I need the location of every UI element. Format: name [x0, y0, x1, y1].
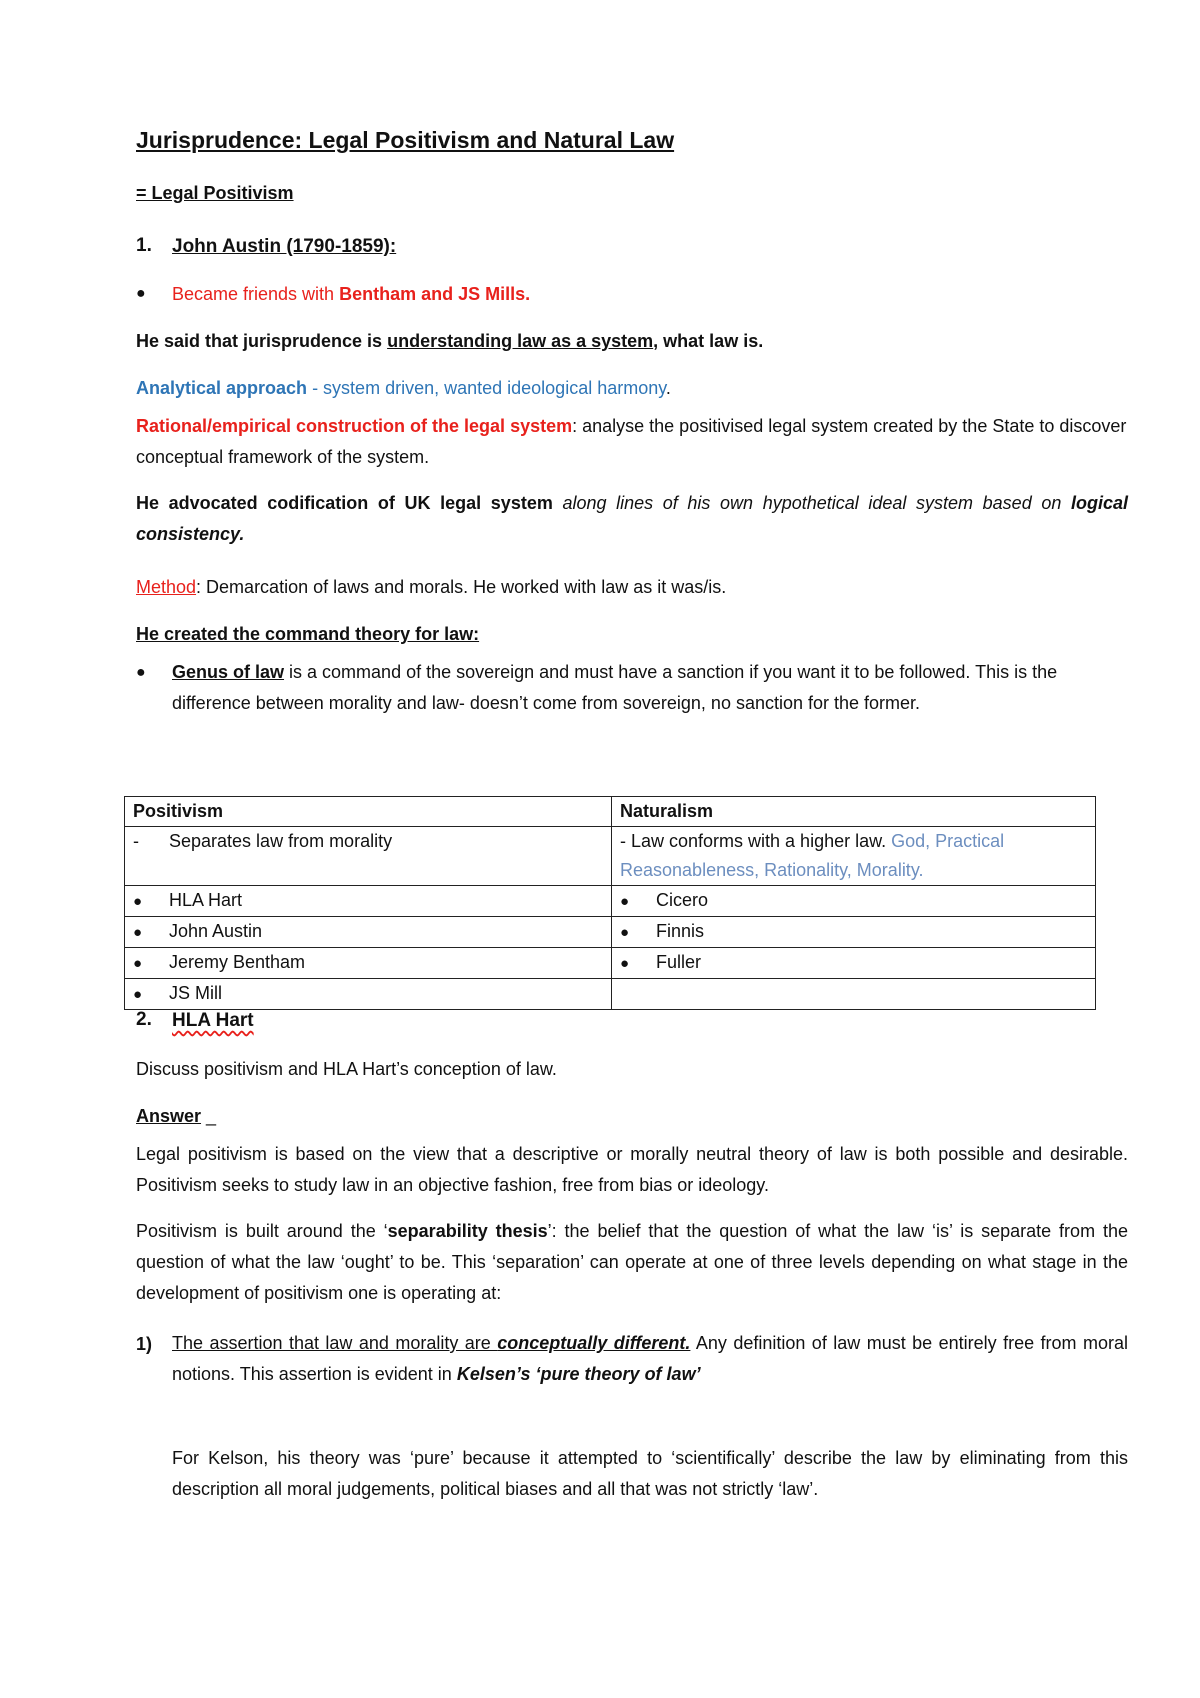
austin-para-analytical: Analytical approach - system driven, wanted ideological harmony.: [136, 378, 671, 398]
bullet-icon: ●: [136, 285, 146, 302]
table-header-naturalism: Naturalism: [612, 797, 1096, 827]
table-cell: ● Fuller: [612, 948, 1096, 979]
point-number-1: 1): [136, 1334, 153, 1354]
table-cell: ● JS Mill: [125, 979, 612, 1010]
austin-para-rational: Rational/empirical construction of the legal system: analyse the positivised legal system created by the State to discover conceptual framework of the system.: [136, 416, 1127, 467]
austin-friends-bullet: Became friends with Bentham and JS Mills.: [172, 284, 531, 304]
hart-heading: HLA Hart: [172, 1010, 254, 1031]
table-cell: ● Jeremy Bentham: [125, 948, 612, 979]
table-header-row: [125, 797, 1096, 827]
table-cell: ● Finnis: [612, 917, 1096, 948]
austin-para-method: Method: Demarcation of laws and morals. He worked with law as it was/is.: [136, 577, 727, 597]
table-row: [125, 979, 1096, 1010]
austin-para-system: He said that jurisprudence is understanding law as a system, what law is.: [136, 331, 764, 351]
table-cell: - Separates law from morality: [125, 827, 612, 886]
austin-heading: John Austin (1790-1859):: [172, 236, 397, 257]
bullet-icon: ●: [136, 664, 146, 681]
table-cell: ● HLA Hart: [125, 886, 612, 917]
table-cell: ● Cicero: [612, 886, 1096, 917]
table-cell: [612, 979, 1096, 1010]
table-cell: ● John Austin: [125, 917, 612, 948]
answer-para-separability: Positivism is built around the ‘separability thesis’: the belief that the question of what the law ‘is’ is separate from the question of what the law ‘ought’ to be. This ‘separation’ can operate at one of three levels depending on what stage in the development of positivism one is operating at:: [136, 1221, 1128, 1303]
command-theory-heading: He created the command theory for law:: [136, 624, 480, 644]
point-conceptually-different: The assertion that law and morality are conceptually different. Any definition of law must be entirely free from moral notions. This assertion is evident in Kelsen’s ‘pure theory of law’: [172, 1333, 1129, 1384]
table-row: [125, 948, 1096, 979]
table-cell: - Law conforms with a higher law. God, Practical Reasonableness, Rationality, Morality.: [612, 827, 1096, 886]
list-number-2: 2.: [136, 1009, 152, 1030]
list-number-1: 1.: [136, 235, 152, 256]
genus-of-law-bullet: Genus of law is a command of the sovereign and must have a sanction if you want it to be followed. This is the difference between morality and law- doesn’t come from sovereign, no sanction for the former.: [172, 662, 1058, 713]
section-heading-legal-positivism: = Legal Positivism: [136, 183, 294, 203]
answer-label: Answer _: [136, 1106, 217, 1126]
answer-para-positivism: Legal positivism is based on the view that a descriptive or morally neutral theory of law is both possible and desirable. Positivism seeks to study law in an objective fashion, free from bias or ideology.: [136, 1144, 1128, 1195]
kelson-para: For Kelson, his theory was ‘pure’ because it attempted to ‘scientifically’ describe the law by eliminating from this description all moral judgements, political biases and all that was not strictly ‘law’.: [172, 1448, 1128, 1499]
positivism-naturalism-table: [124, 796, 1096, 1010]
table-header-positivism: Positivism: [125, 797, 612, 827]
austin-para-codification: He advocated codification of UK legal system along lines of his own hypothetical ideal system based on logical consistency.: [136, 493, 1128, 544]
hart-question: Discuss positivism and HLA Hart’s conception of law.: [136, 1059, 557, 1079]
document-title: Jurisprudence: Legal Positivism and Natural Law: [136, 127, 675, 153]
table-row: [125, 917, 1096, 948]
table-row: [125, 827, 1096, 886]
table-row: [125, 886, 1096, 917]
